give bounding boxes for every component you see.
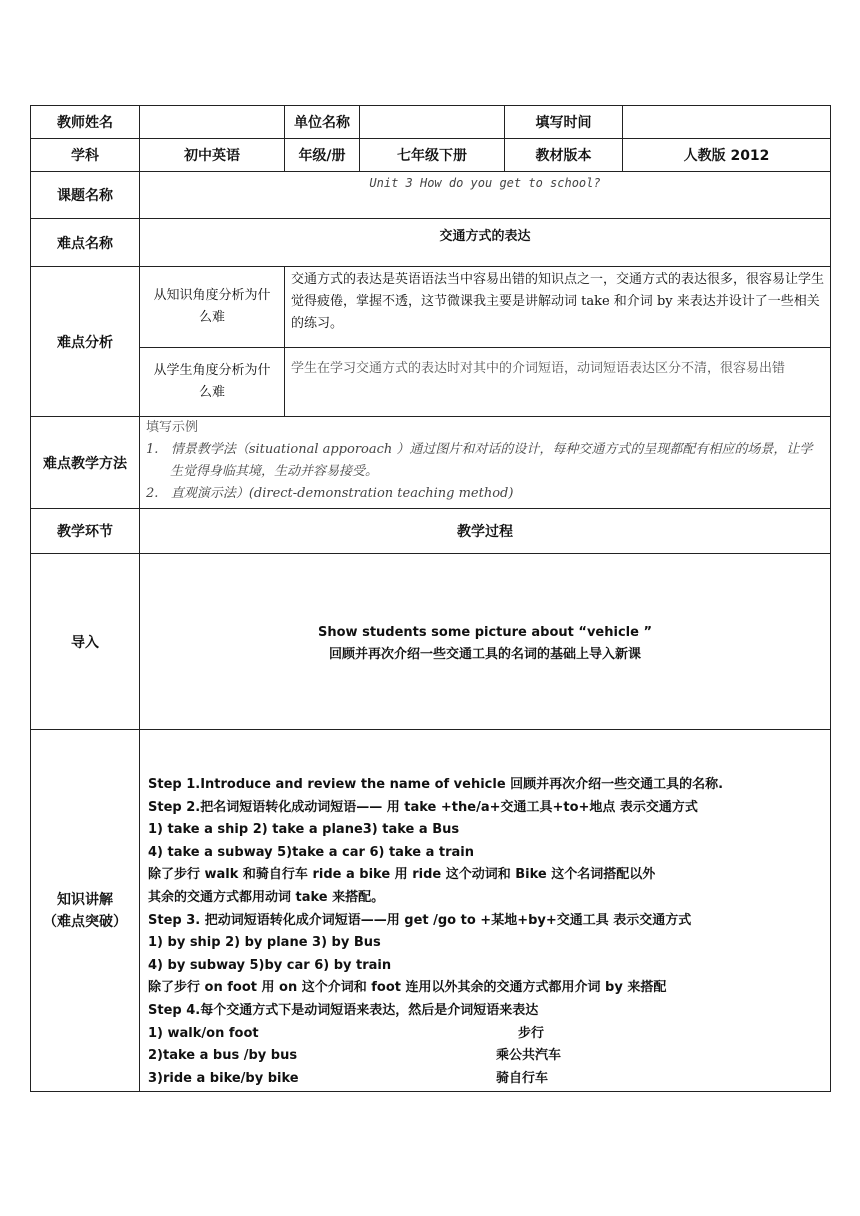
knowledge-line: 除了步行 walk 和骑自行车 ride a bike 用 ride 这个动词和 Bike 这个名词搭配以外	[148, 867, 656, 883]
method-label: 难点教学方法	[31, 417, 140, 509]
intro-content	[140, 554, 831, 730]
analysis-label: 难点分析	[31, 267, 140, 417]
grade-label: 年级/册	[285, 139, 360, 172]
phrase: 1) walk/on foot	[148, 1025, 259, 1041]
method-item-2-text: 直观演示法）(direct-demonstration teaching method)	[170, 486, 514, 501]
knowledge-angle-text: 交通方式的表达是英语语法当中容易出错的知识点之一，交通方式的表达很多，很容易让学生觉得疲倦，掌握不透，这节微课我主要是讲解动词 take 和介词 by 来表达并设计了一些相关的练习。	[285, 267, 831, 348]
knowledge-line: 4) take a subway 5)take a car 6) take a train	[148, 844, 474, 860]
process-stage-label: 教学环节	[31, 509, 140, 554]
meaning: 乘公共汽车	[496, 1048, 562, 1064]
header-row	[31, 106, 831, 139]
knowledge-row	[31, 730, 831, 1092]
knowledge-line: 其余的交通方式都用动词 take 来搭配。	[148, 889, 385, 905]
knowledge-line: 1) by ship 2) by plane 3) by Bus	[148, 935, 381, 951]
subject-row	[31, 139, 831, 172]
knowledge-content	[140, 730, 831, 1092]
intro-label: 导入	[31, 554, 140, 730]
lesson-label: 课题名称	[31, 172, 140, 219]
meaning: 步行	[518, 1025, 545, 1041]
knowledge-line: 4) by subway 5)by car 6) by train	[148, 957, 392, 973]
knowledge-line: 除了步行 on foot 用 on 这个介词和 foot 连用以外其余的交通方式都用介词 by 来搭配	[148, 980, 667, 996]
phrase-pair	[148, 1045, 822, 1068]
unit-value[interactable]	[360, 106, 505, 139]
knowledge-line: 1) take a ship 2) take a plane3) take a Bus	[148, 822, 460, 838]
phrase: 3)ride a bike/by bike	[148, 1070, 299, 1086]
time-label: 填写时间	[505, 106, 623, 139]
grade-value: 七年级下册	[360, 139, 505, 172]
edition-value: 人教版 2012	[623, 139, 831, 172]
knowledge-line: Step 4.每个交通方式下是动词短语来表达，然后是介词短语来表达	[148, 1002, 539, 1018]
knowledge-label	[31, 730, 140, 1092]
lesson-title: Unit 3 How do you get to school?	[140, 172, 831, 219]
process-header-row	[31, 509, 831, 554]
edition-label: 教材版本	[505, 139, 623, 172]
lesson-row	[31, 172, 831, 219]
lesson-plan-table	[30, 105, 831, 1092]
meaning: 骑自行车	[496, 1070, 549, 1086]
method-content	[140, 417, 831, 509]
knowledge-label-line-1: 知识讲解	[57, 891, 113, 908]
method-item-1-text: 情景教学法（situational apporoach ）通过图片和对话的设计，每种交通方式的呈现都配有相应的场景，让学生觉得身临其境，生动并容易接受。	[170, 442, 813, 479]
knowledge-line: Step 3. 把动词短语转化成介词短语——用 get /go to +某地+by+交通工具 表示交通方式	[148, 912, 692, 928]
difficulty-row	[31, 219, 831, 267]
method-row	[31, 417, 831, 509]
method-item-1	[146, 439, 824, 483]
difficulty-label: 难点名称	[31, 219, 140, 267]
intro-line-1: Show students some picture about “vehicle ”	[318, 624, 652, 640]
knowledge-angle-label: 从知识角度分析为什么难	[140, 267, 285, 348]
method-item-2	[146, 483, 824, 505]
difficulty-title: 交通方式的表达	[140, 219, 831, 267]
unit-label: 单位名称	[285, 106, 360, 139]
method-item-2-number: 2.	[146, 486, 159, 501]
phrase-pair	[148, 1023, 822, 1046]
intro-row	[31, 554, 831, 730]
phrase-pair	[148, 1068, 822, 1091]
time-value[interactable]	[623, 106, 831, 139]
intro-line-2: 回顾并再次介绍一些交通工具的名词的基础上导入新课	[328, 646, 641, 662]
analysis-student-row	[31, 348, 831, 417]
phrase: 2)take a bus /by bus	[148, 1048, 298, 1064]
knowledge-line: Step 2.把名词短语转化成动词短语—— 用 take +the/a+交通工具+to+地点 表示交通方式	[148, 799, 698, 815]
knowledge-line: Step 1.Introduce and review the name of vehicle 回顾并再次介绍一些交通工具的名称.	[148, 777, 724, 792]
subject-value: 初中英语	[140, 139, 285, 172]
process-label: 教学过程	[140, 509, 831, 554]
student-angle-label: 从学生角度分析为什么难	[140, 348, 285, 417]
analysis-knowledge-row	[31, 267, 831, 348]
teacher-label: 教师姓名	[31, 106, 140, 139]
method-item-1-number: 1.	[146, 442, 159, 457]
teacher-value[interactable]	[140, 106, 285, 139]
subject-label: 学科	[31, 139, 140, 172]
student-angle-text: 学生在学习交通方式的表达时对其中的介词短语，动词短语表达区分不清，很容易出错	[285, 348, 831, 417]
method-hint: 填写示例	[146, 420, 199, 435]
knowledge-label-line-2: （难点突破）	[43, 913, 127, 930]
